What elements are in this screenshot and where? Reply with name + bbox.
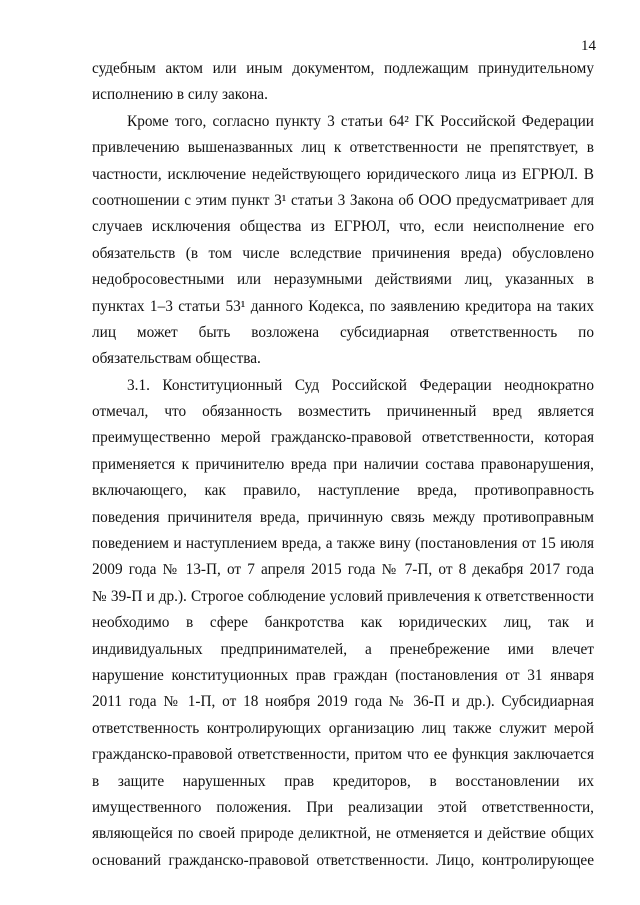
- text-line: включающего, как правило, наступление вреда, противоправность: [92, 482, 594, 500]
- text-line: судебным актом или иным документом, подлежащим принудительному: [92, 60, 594, 77]
- text-line: исполнению в силу закона.: [92, 86, 268, 104]
- text-line: обязательствам общества.: [92, 350, 261, 368]
- text-line: пунктах 1–3 статьи 53¹ данного Кодекса, по заявлению кредитора на таких: [92, 297, 594, 315]
- text-line: Кроме того, согласно пункту 3 статьи 64² ГК Российской Федерации: [127, 112, 594, 130]
- text-line: лиц может быть возложена субсидиарная ответственность по: [92, 323, 594, 341]
- paragraph-2: [92, 109, 594, 373]
- text-line: являющейся по своей природе деликтной, не отменяется и действие общих: [92, 825, 594, 843]
- text-line: недобросовестными или неразумными действиями лиц, указанных в: [92, 271, 594, 289]
- paragraph-1: [92, 56, 594, 109]
- text-line: частности, исключение недействующего юридического лица из ЕГРЮЛ. В: [92, 165, 594, 183]
- text-line: 2009 года № 13-П, от 7 апреля 2015 года № 7-П, от 8 декабря 2017 года: [92, 561, 594, 579]
- text-line: оснований гражданско-правовой ответственности. Лицо, контролирующее: [92, 851, 594, 869]
- text-line: соотношении с этим пункт 3¹ статьи 3 Закона об ООО предусматривает для: [92, 191, 594, 209]
- text-line: ответственность контролирующих организацию лиц также служит мерой: [92, 719, 594, 737]
- text-line: преимущественно мерой гражданско-правовой ответственности, которая: [92, 429, 594, 447]
- body-text: [92, 56, 594, 874]
- text-line: необходимо в сфере банкротства как юридических лиц, так и: [92, 614, 594, 632]
- text-line: случаев исключения общества из ЕГРЮЛ, что, если неисполнение его: [92, 218, 594, 236]
- text-line: поведением и наступлением вреда, а также вину (постановления от 15 июля: [92, 535, 594, 553]
- text-line: обязательств (в том числе вследствие причинения вреда) обусловлено: [92, 244, 594, 262]
- paragraph-3: [92, 373, 594, 874]
- text-line: гражданско-правовой ответственности, притом что ее функция заключается: [92, 746, 594, 764]
- text-line: индивидуальных предпринимателей, а пренебрежение ими влечет: [92, 640, 594, 658]
- text-line: отмечал, что обязанность возместить причиненный вред является: [92, 403, 594, 421]
- text-line: 3.1. Конституционный Суд Российской Федерации неоднократно: [127, 376, 594, 394]
- text-line: нарушение конституционных прав граждан (постановления от 31 января: [92, 666, 594, 684]
- text-line: № 39-П и др.). Строгое соблюдение условий привлечения к ответственности: [92, 587, 594, 605]
- page-number: 14: [581, 38, 596, 54]
- text-line: применяется к причинителю вреда при наличии состава правонарушения,: [92, 455, 594, 473]
- text-line: 2011 года № 1-П, от 18 ноября 2019 года № 36-П и др.). Субсидиарная: [92, 693, 594, 711]
- text-line: поведения причинителя вреда, причинную связь между противоправным: [92, 508, 594, 526]
- text-line: имущественного положения. При реализации этой ответственности,: [92, 798, 594, 816]
- text-line: привлечению вышеназванных лиц к ответственности не препятствует, в: [92, 139, 594, 157]
- text-line: в защите нарушенных прав кредиторов, в восстановлении их: [92, 772, 594, 790]
